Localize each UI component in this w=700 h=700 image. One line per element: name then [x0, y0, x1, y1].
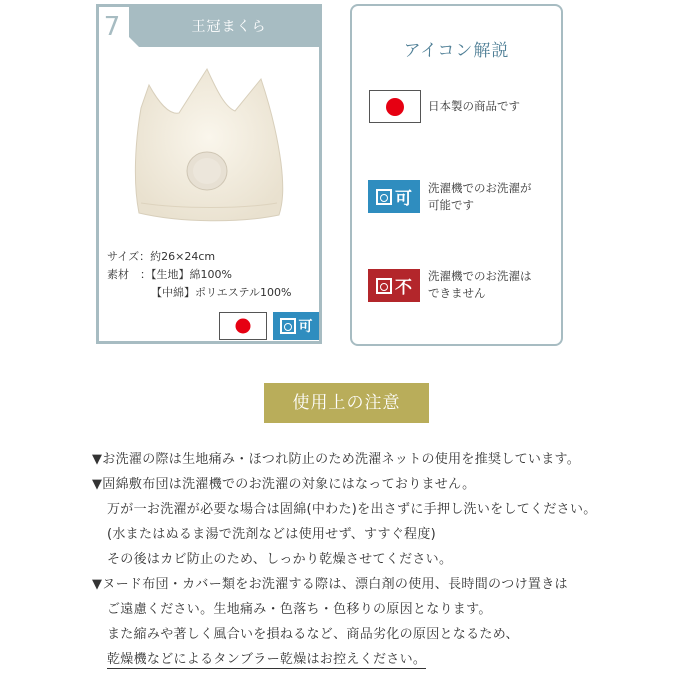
caution-line: ご遠慮ください。生地痛み・色落ち・色移りの原因となります。: [107, 602, 492, 617]
legend-text-line: 可能です: [428, 198, 474, 212]
caution-line: ▼ヌード布団・カバー類をお洗濯する際は、漂白剤の使用、長時間のつけ置きは: [92, 577, 568, 592]
legend-text-line: 洗濯機でのお洗濯は: [428, 269, 532, 283]
legend-title: アイコン解説: [403, 41, 510, 61]
crown-pillow-image: [121, 63, 301, 233]
washing-machine-icon: [280, 318, 296, 334]
washable-badge-label: 可: [395, 189, 412, 209]
not-washable-badge-label: 不: [395, 278, 412, 298]
product-number-box: [99, 7, 129, 47]
caution-line: (水またはぬるま湯で洗剤などは使用せず、すすぐ程度): [107, 527, 437, 542]
japan-flag-icon: [219, 312, 267, 340]
legend-text-line: 日本製の商品です: [428, 99, 520, 113]
washable-icon: [273, 312, 319, 340]
product-number: 7: [103, 12, 121, 42]
caution-line: ▼固綿敷布団は洗濯機でのお洗濯の対象にはなっておりません。: [92, 477, 476, 492]
caution-line: また縮みや著しく風合いを損ねるなど、商品劣化の原因となるため、: [107, 627, 519, 642]
washable-icon: [368, 180, 420, 213]
legend-item-washable: [428, 180, 532, 214]
legend-item-not-washable: [428, 268, 532, 302]
product-card: [96, 4, 322, 344]
product-size: サイズ：約26×24cm: [107, 250, 216, 263]
not-washable-icon: [368, 269, 420, 302]
caution-line: 乾燥機などによるタンブラー乾燥はお控えください。: [107, 648, 426, 669]
product-title: 王冠まくら: [191, 19, 267, 35]
washing-machine-icon: [376, 189, 392, 205]
caution-line: ▼お洗濯の際は生地痛み・ほつれ防止のため洗濯ネットの使用を推奨しています。: [92, 452, 581, 467]
caution-heading: 使用上の注意: [264, 383, 429, 423]
legend-item-made-in-japan: [428, 98, 520, 115]
icon-legend-panel: [350, 4, 563, 346]
caution-line: その後はカビ防止のため、しっかり乾燥させてください。: [107, 552, 453, 567]
legend-text-line: 洗濯機でのお洗濯が: [428, 181, 532, 195]
product-material-fabric: 素材 ：【生地】綿100%: [107, 268, 232, 281]
product-material-filling: 【中綿】ポリエステル100%: [151, 286, 292, 299]
washable-badge-label: 可: [298, 319, 313, 335]
caution-line: 万が一お洗濯が必要な場合は固綿(中わた)を出さずに手押し洗いをしてください。: [107, 502, 597, 517]
japan-flag-icon: [369, 90, 421, 123]
product-header: [99, 7, 319, 47]
washing-machine-icon: [376, 278, 392, 294]
legend-text-line: できません: [428, 286, 486, 300]
